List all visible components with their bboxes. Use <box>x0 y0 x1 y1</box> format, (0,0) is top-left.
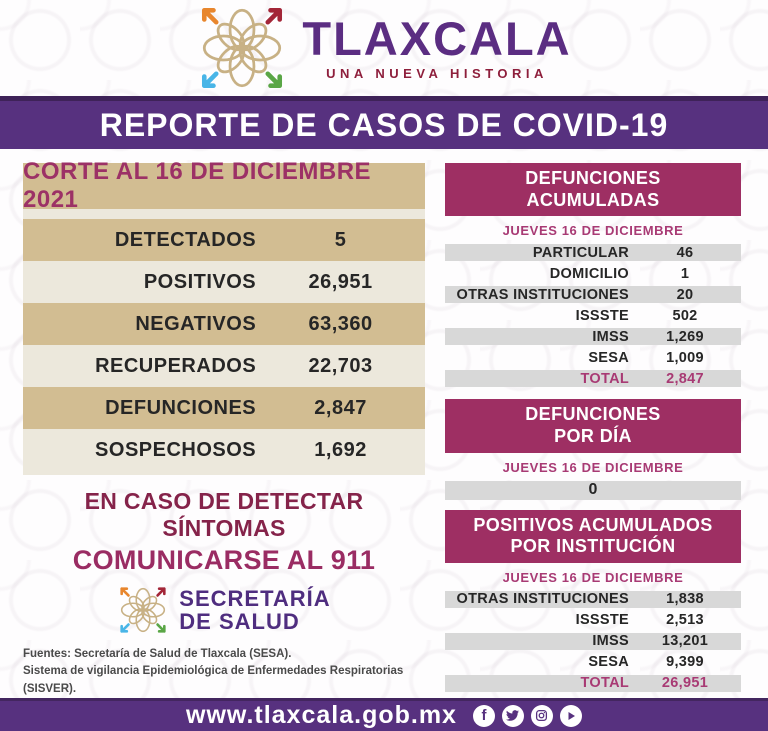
row-label: DETECTADOS <box>114 228 257 251</box>
salud-line2: DE SALUD <box>179 609 300 635</box>
panel-title-line2: POR INSTITUCIÓN <box>510 536 676 557</box>
website-url[interactable]: www.tlaxcala.gob.mx <box>186 701 457 730</box>
row-value: 2,513 <box>666 612 704 629</box>
brand-header <box>0 0 768 96</box>
panel-title-line1: DEFUNCIONES <box>525 404 661 425</box>
row-label: RECUPERADOS <box>95 354 257 377</box>
table-total-row <box>445 675 741 692</box>
row-value: 502 <box>672 307 698 324</box>
row-label: SESA <box>588 654 629 671</box>
row-label: SOSPECHOSOS <box>95 438 257 461</box>
notice-line1: EN CASO DE DETECTAR SÍNTOMAS <box>84 488 364 542</box>
panel-header <box>445 163 741 216</box>
twitter-icon[interactable] <box>502 705 524 727</box>
total-value: 2,847 <box>666 370 704 387</box>
total-label: TOTAL <box>580 675 629 692</box>
table-row <box>445 328 741 345</box>
sources <box>23 646 425 698</box>
panel-title-line1: POSITIVOS ACUMULADOS <box>473 514 713 535</box>
right-column <box>445 163 741 698</box>
source-line2: Sistema de vigilancia Epidemiológica de Enfermedades Respiratorias (SISVER). <box>23 665 404 695</box>
brand-text <box>302 12 572 82</box>
facebook-icon[interactable]: f <box>473 705 495 727</box>
panel-table <box>445 591 741 692</box>
row-value: 26,951 <box>308 270 373 293</box>
row-label: DOMICILIO <box>549 265 629 282</box>
left-column <box>23 158 425 698</box>
summary-header <box>23 158 425 214</box>
instagram-icon[interactable] <box>531 705 553 727</box>
notice-line2: COMUNICARSE AL 911 <box>72 545 376 576</box>
table-row <box>23 303 425 345</box>
row-label: POSITIVOS <box>143 270 257 293</box>
row-value: 13,201 <box>661 633 709 650</box>
summary-title: CORTE AL 16 DE DICIEMBRE 2021 <box>23 158 372 214</box>
row-label: NEGATIVOS <box>135 312 257 335</box>
brand-tagline: UNA NUEVA HISTORIA <box>326 66 548 82</box>
panel-date: JUEVES 16 DE DICIEMBRE <box>502 569 684 585</box>
row-label: DEFUNCIONES <box>105 396 257 419</box>
table-row <box>23 345 425 387</box>
report-banner <box>0 96 768 149</box>
panel-title-line2: POR DÍA <box>554 425 632 446</box>
summary-table <box>23 219 425 471</box>
salud-flower-icon <box>117 584 169 636</box>
table-row <box>445 307 741 324</box>
health-secretariat-logo <box>23 584 425 636</box>
panel-defunciones-por-dia <box>445 399 741 501</box>
panel-title-line2: ACUMULADAS <box>526 189 660 210</box>
table-row <box>445 265 741 282</box>
row-label: ISSSTE <box>575 612 629 629</box>
row-label: SESA <box>588 349 629 366</box>
total-value: 26,951 <box>661 675 709 692</box>
panel-defunciones-acumuladas <box>445 163 741 391</box>
row-label: IMSS <box>592 328 629 345</box>
panel-header <box>445 510 741 563</box>
table-row <box>23 387 425 429</box>
table-row <box>445 654 741 671</box>
table-total-row <box>445 370 741 387</box>
row-value: 1,009 <box>666 349 704 366</box>
row-value: 9,399 <box>666 654 704 671</box>
table-row <box>445 349 741 366</box>
table-row <box>23 219 425 261</box>
row-value: 1 <box>680 265 690 282</box>
tlaxcala-flower-icon <box>196 2 288 94</box>
report-title: REPORTE DE CASOS DE COVID-19 <box>99 106 669 143</box>
row-value: 46 <box>676 244 694 261</box>
row-value: 63,360 <box>308 312 373 335</box>
source-line1: Fuentes: Secretaría de Salud de Tlaxcala (SESA). <box>23 648 292 661</box>
row-label: OTRAS INSTITUCIONES <box>456 286 629 303</box>
table-row <box>445 244 741 261</box>
panel-title-line1: DEFUNCIONES <box>525 168 661 189</box>
table-row <box>445 591 741 608</box>
table-row <box>445 286 741 303</box>
daily-deaths-value: 0 <box>445 481 741 500</box>
salud-text <box>179 587 330 633</box>
row-value: 5 <box>334 228 347 251</box>
row-label: PARTICULAR <box>532 244 629 261</box>
table-row <box>23 261 425 303</box>
panel-date: JUEVES 16 DE DICIEMBRE <box>502 223 684 239</box>
youtube-icon[interactable] <box>560 705 582 727</box>
row-value: 22,703 <box>308 354 373 377</box>
symptoms-notice <box>23 488 425 576</box>
table-row <box>445 612 741 629</box>
total-label: TOTAL <box>580 370 629 387</box>
summary-panel <box>23 158 425 475</box>
panel-positivos-acumulados <box>445 510 741 696</box>
row-value: 1,692 <box>314 438 367 461</box>
row-value: 1,269 <box>666 328 704 345</box>
salud-line1: SECRETARÍA <box>179 586 331 612</box>
social-icons <box>473 705 582 727</box>
row-value: 20 <box>676 286 694 303</box>
row-label: IMSS <box>592 633 629 650</box>
panel-header <box>445 399 741 452</box>
row-label: ISSSTE <box>575 307 629 324</box>
footer-bar <box>0 698 768 731</box>
panel-table <box>445 244 741 387</box>
brand-name: TLAXCALA <box>302 12 572 66</box>
table-row <box>23 429 425 471</box>
row-value: 2,847 <box>314 396 367 419</box>
panel-date: JUEVES 16 DE DICIEMBRE <box>502 459 684 475</box>
row-value: 1,838 <box>666 591 704 608</box>
row-label: OTRAS INSTITUCIONES <box>456 591 629 608</box>
main-content <box>0 149 768 698</box>
table-row <box>445 633 741 650</box>
